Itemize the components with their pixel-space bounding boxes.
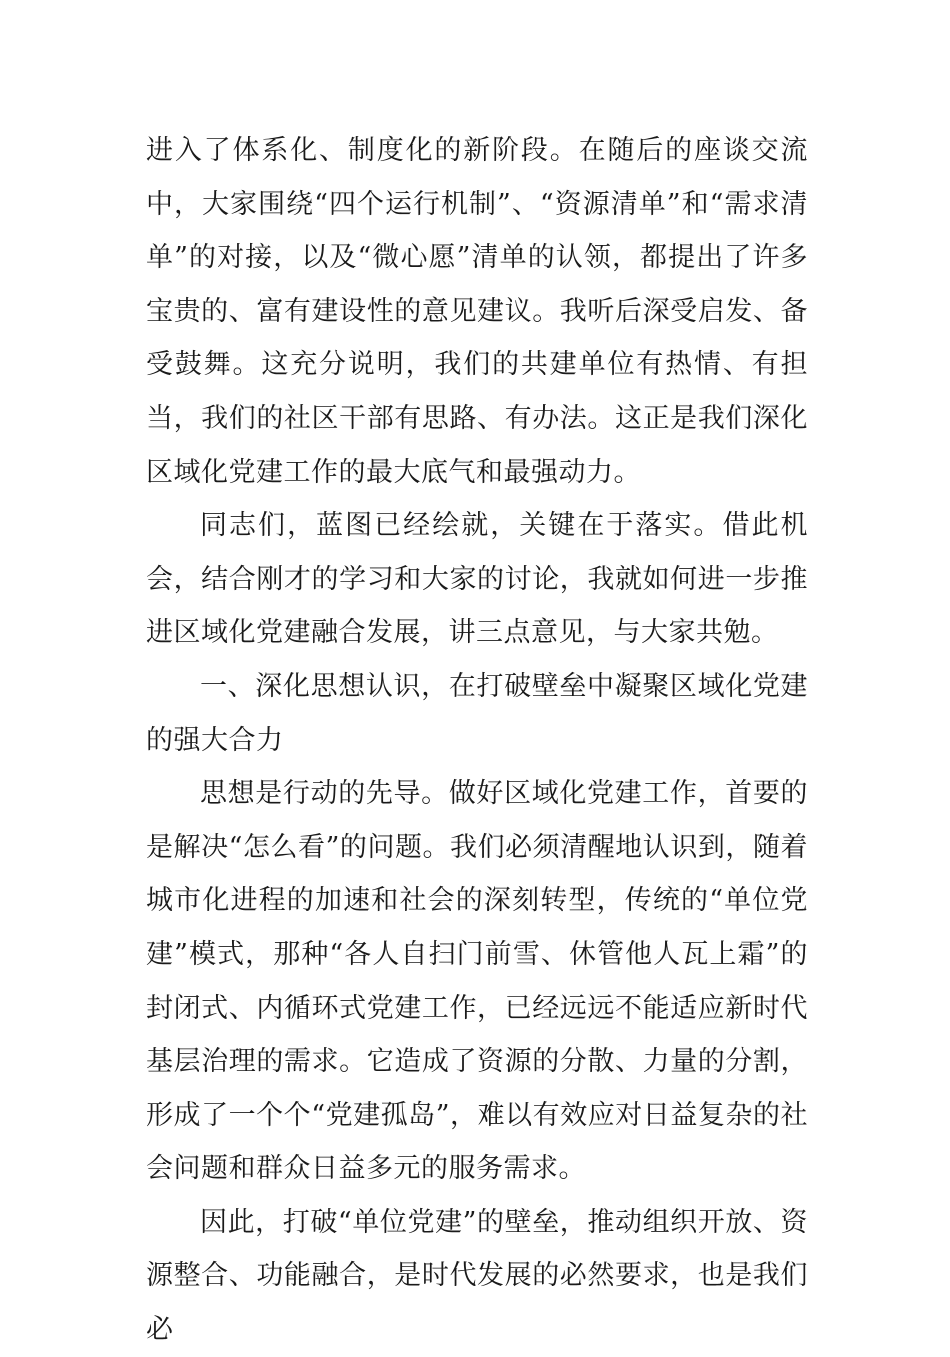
paragraph-therefore: 因此，打破“单位党建”的壁垒，推动组织开放、资源整合、功能融合，是时代发展的必然要求，也是我们必	[146, 1206, 808, 1346]
paragraph-thinking: 思想是行动的先导。做好区域化党建工作，首要的是解决“怎么看”的问题。我们必须清醒地认识到，随着城市化进程的加速和社会的深刻转型，传统的“单位党建”模式，那种“各人自扫门前雪、休管他人瓦上霜”的封闭式、内循环式党建工作，已经远远不能适应新时代基层治理的需求。它造成了资源的分散、力量的分割，形成了一个个“党建孤岛”，难以有效应对日益复杂的社会问题和群众日益多元的服务需求。	[146, 778, 808, 1185]
document-body	[146, 124, 808, 1357]
paragraph-blueprint: 同志们，蓝图已经绘就，关键在于落实。借此机会，结合刚才的学习和大家的讨论，我就如何进一步推进区域化党建融合发展，讲三点意见，与大家共勉。	[146, 510, 808, 649]
paragraph-continuation: 进入了体系化、制度化的新阶段。在随后的座谈交流中，大家围绕“四个运行机制”、“资源清单”和“需求清单”的对接，以及“微心愿”清单的认领，都提出了许多宝贵的、富有建设性的意见建议。我听后深受启发、备受鼓舞。这充分说明，我们的共建单位有热情、有担当，我们的社区干部有思路、有办法。这正是我们深化区域化党建工作的最大底气和最强动力。	[146, 135, 808, 488]
section-heading-1: 一、深化思想认识，在打破壁垒中凝聚区域化党建的强大合力	[146, 670, 808, 756]
